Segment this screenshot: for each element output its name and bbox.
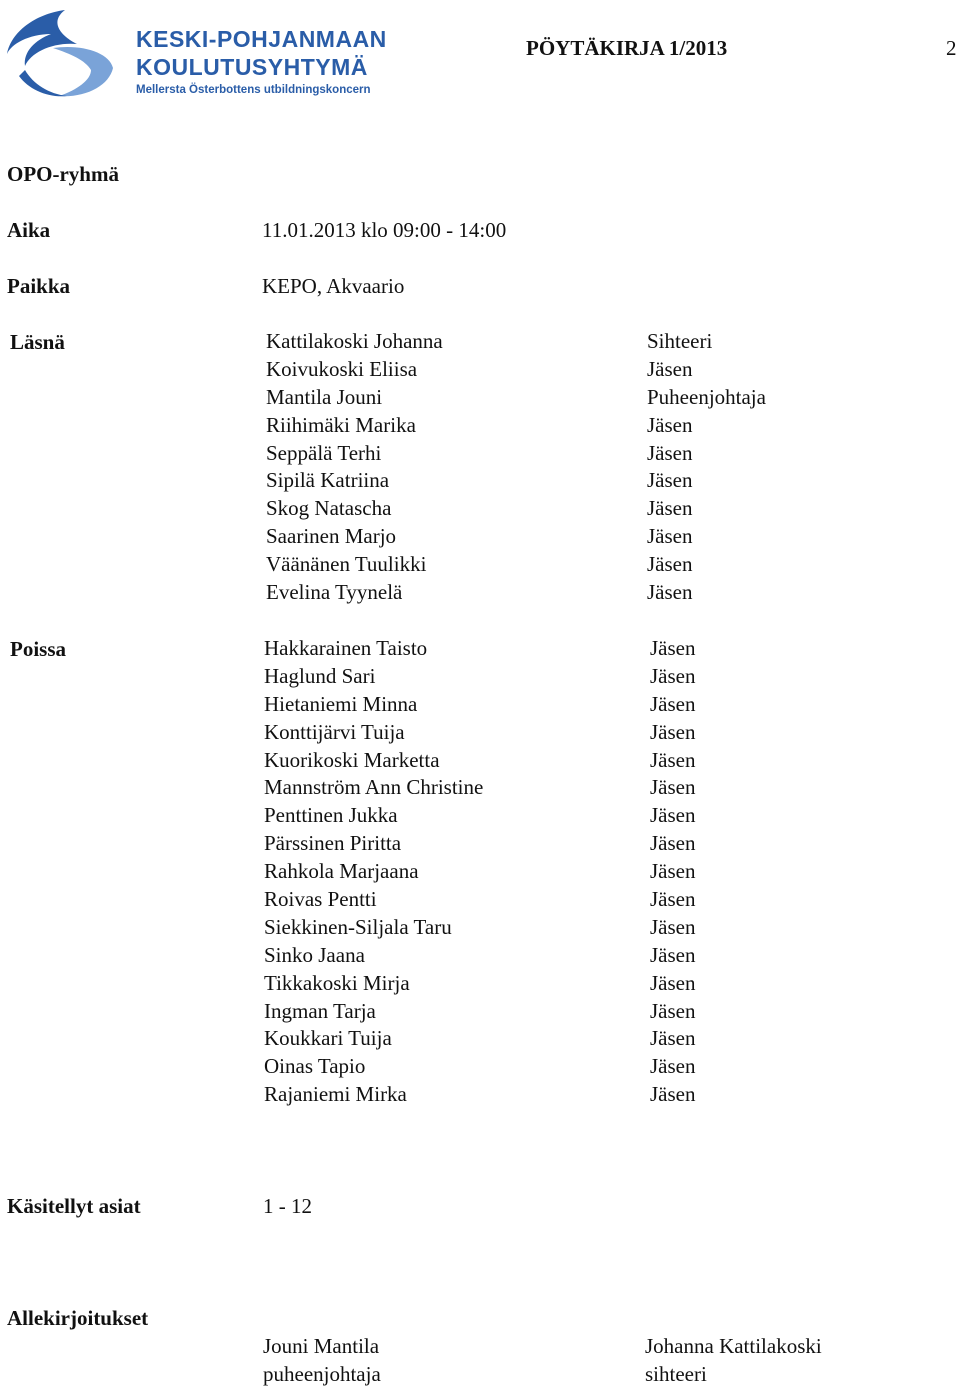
list-item: Rahkola Marjaana <box>264 859 419 884</box>
document-title: PÖYTÄKIRJA 1/2013 <box>526 36 728 60</box>
list-item: Puheenjohtaja <box>647 384 766 409</box>
list-item: Haglund Sari <box>264 663 376 688</box>
list-item: Jäsen <box>650 859 696 884</box>
list-item: Jäsen <box>650 1082 696 1107</box>
list-item: Kattilakoski Johanna <box>266 329 443 353</box>
poissa-label: Poissa <box>10 637 67 661</box>
aika-value: 11.01.2013 klo 09:00 - 14:00 <box>262 218 507 242</box>
list-item: Seppälä Terhi <box>266 440 382 465</box>
list-item: Evelina Tyynelä <box>266 580 403 605</box>
group-heading: OPO-ryhmä <box>7 162 119 186</box>
list-item: Koivukoski Eliisa <box>266 356 418 381</box>
list-item: Jäsen <box>650 775 696 800</box>
list-item: Jäsen <box>650 803 696 828</box>
list-item: Koukkari Tuija <box>264 1026 392 1051</box>
list-item: Jäsen <box>650 1026 696 1051</box>
lasna-names-list <box>266 328 443 607</box>
list-item: Jäsen <box>647 496 693 521</box>
signer1-name: Jouni Mantila <box>263 1334 380 1358</box>
list-item: Siekkinen-Siljala Taru <box>264 914 452 939</box>
organization-logo <box>5 4 400 100</box>
list-item: Sinko Jaana <box>264 942 365 967</box>
signer2-name: Johanna Kattilakoski <box>645 1334 822 1358</box>
list-item: Sipilä Katriina <box>266 468 390 493</box>
list-item: Kuorikoski Marketta <box>264 747 440 772</box>
list-item: Penttinen Jukka <box>264 803 398 828</box>
lasna-roles-list <box>647 328 766 607</box>
list-item: Roivas Pentti <box>264 887 377 912</box>
list-item: Jäsen <box>647 580 693 605</box>
list-item: Ingman Tarja <box>264 998 376 1023</box>
list-item: Jäsen <box>650 970 696 995</box>
list-item: Pärssinen Piritta <box>264 831 402 856</box>
allekirjoitukset-label: Allekirjoitukset <box>7 1306 149 1330</box>
list-item: Jäsen <box>647 524 693 549</box>
list-item: Jäsen <box>647 468 693 493</box>
list-item: Jäsen <box>650 942 696 967</box>
list-item: Jäsen <box>650 691 696 716</box>
logo-name-line1: KESKI-POHJANMAAN <box>136 26 387 52</box>
page-number: 2 <box>946 36 957 60</box>
list-item: Väänänen Tuulikki <box>266 552 427 577</box>
kasitellyt-value: 1 - 12 <box>263 1194 312 1218</box>
logo-swirl-icon <box>5 6 117 98</box>
list-item: Jäsen <box>650 831 696 856</box>
poissa-roles-list <box>650 635 696 1109</box>
list-item: Skog Natascha <box>266 496 392 521</box>
list-item: Konttijärvi Tuija <box>264 719 405 744</box>
list-item: Jäsen <box>650 914 696 939</box>
paikka-value: KEPO, Akvaario <box>262 274 405 298</box>
list-item: Jäsen <box>650 719 696 744</box>
list-item: Jäsen <box>647 356 693 381</box>
list-item: Tikkakoski Mirja <box>264 970 410 995</box>
signer1-title: puheenjohtaja <box>263 1362 381 1386</box>
list-item: Jäsen <box>650 747 696 772</box>
logo-name-line2: KOULUTUSYHTYMÄ <box>136 54 368 80</box>
list-item: Jäsen <box>650 1054 696 1079</box>
list-item: Jäsen <box>647 440 693 465</box>
list-item: Mantila Jouni <box>266 384 383 409</box>
list-item: Rajaniemi Mirka <box>264 1082 407 1107</box>
list-item: Mannström Ann Christine <box>264 775 484 800</box>
list-item: Oinas Tapio <box>264 1054 366 1079</box>
list-item: Jäsen <box>647 552 693 577</box>
list-item: Jäsen <box>650 636 696 660</box>
aika-label: Aika <box>7 218 51 242</box>
list-item: Saarinen Marjo <box>266 524 397 549</box>
poissa-names-list <box>264 635 483 1109</box>
lasna-label: Läsnä <box>10 330 65 354</box>
list-item: Hietaniemi Minna <box>264 691 418 716</box>
list-item: Jäsen <box>650 887 696 912</box>
list-item: Riihimäki Marika <box>266 412 416 437</box>
kasitellyt-label: Käsitellyt asiat <box>7 1194 141 1218</box>
list-item: Jäsen <box>650 998 696 1023</box>
paikka-label: Paikka <box>7 274 71 298</box>
list-item: Sihteeri <box>647 329 713 353</box>
logo-subtitle: Mellersta Österbottens utbildningskoncern <box>136 84 371 96</box>
list-item: Hakkarainen Taisto <box>264 636 428 660</box>
signer2-title: sihteeri <box>645 1362 707 1386</box>
list-item: Jäsen <box>647 412 693 437</box>
list-item: Jäsen <box>650 663 696 688</box>
